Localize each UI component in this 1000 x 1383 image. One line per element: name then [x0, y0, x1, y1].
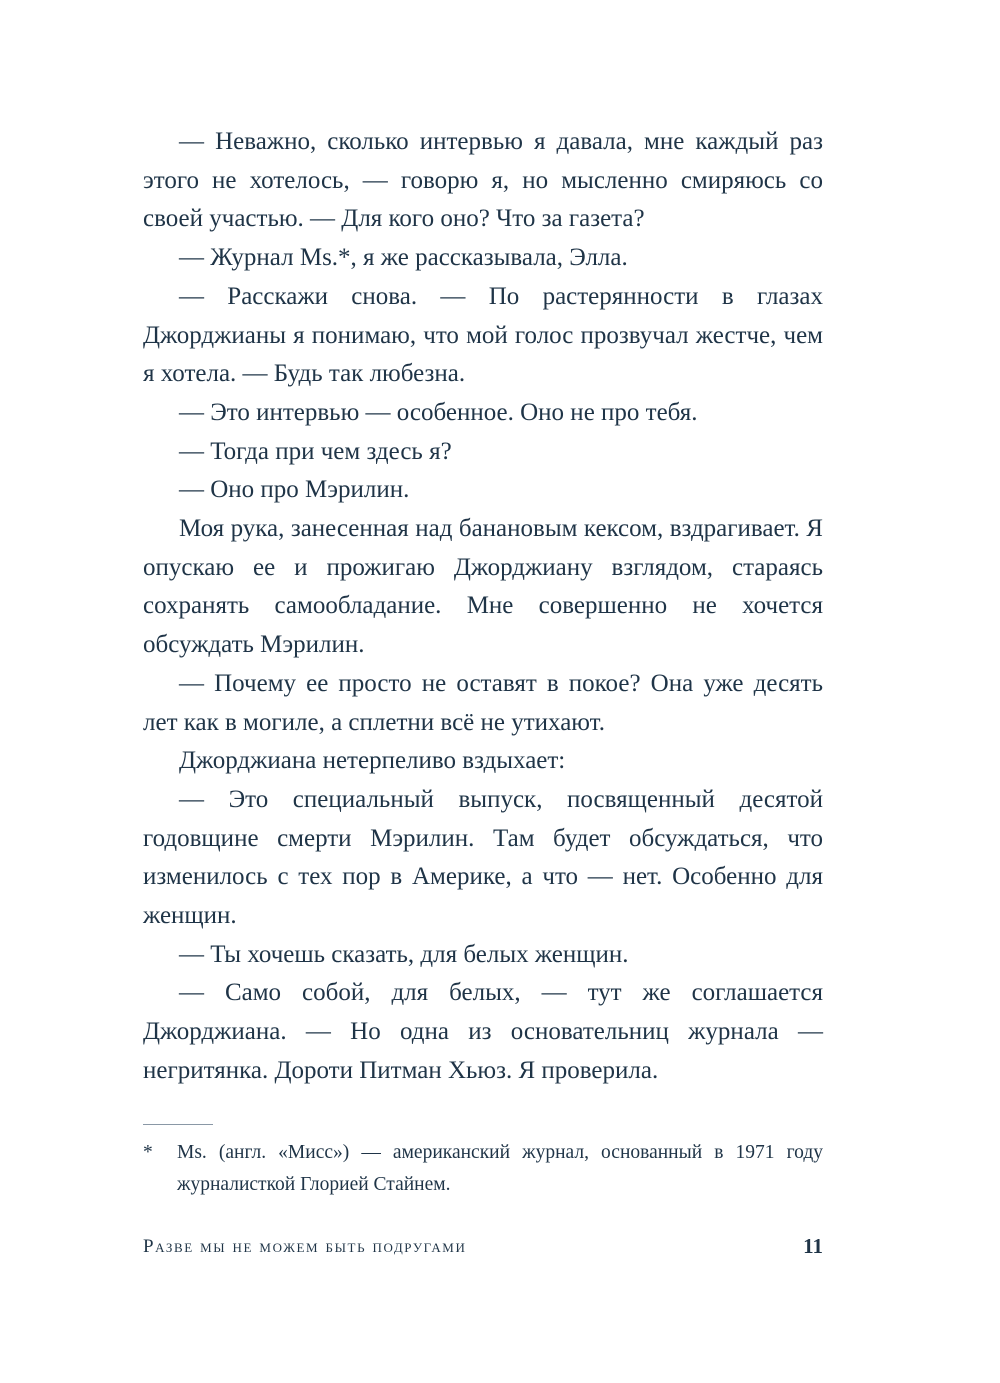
paragraph: — Журнал Ms.*, я же рассказывала, Элла. — [179, 244, 628, 272]
paragraph: — Оно про Мэрилин. — [179, 476, 410, 504]
footnote — [143, 1137, 823, 1201]
page-number: 11 — [803, 1234, 823, 1258]
running-footer — [143, 1236, 823, 1266]
paragraph: — Почему ее просто не оставят в покое? Она уже десять лет как в могиле, а сплетни всё не утихают. — [143, 669, 823, 736]
paragraph: — Это интервью — особенное. Оно не про тебя. — [179, 398, 698, 426]
footnote-divider — [143, 1124, 213, 1125]
paragraph: — Ты хочешь сказать, для белых женщин. — [179, 940, 629, 968]
running-title: Разве мы не можем быть подругами — [143, 1236, 467, 1257]
footnote-text: Ms. (англ. «Мисс») — американский журнал, основанный в 1971 году журналисткой Глорией Стайнем. — [177, 1142, 823, 1195]
body-text — [143, 123, 823, 1091]
paragraph: Джорджиана нетерпеливо вздыхает: — [179, 747, 566, 775]
paragraph: — Расскажи снова. — По растерянности в глазах Джорджианы я понимаю, что мой голос прозвучал жестче, чем я хотела. — Будь так любезна. — [143, 282, 823, 388]
paragraph: — Неважно, сколько интервью я давала, мне каждый раз этого не хотелось, — говорю я, но мысленно смиряюсь со своей участью. — Для кого оно? Что за газета? — [143, 128, 823, 233]
paragraph: — Тогда при чем здесь я? — [179, 437, 452, 465]
paragraph: — Само собой, для белых, — тут же соглашается Джорджиана. — Но одна из основательниц журнала — негритянка. Дороти Питман Хьюз. Я проверила. — [143, 979, 823, 1084]
paragraph: Моя рука, занесенная над банановым кексом, вздрагивает. Я опускаю ее и прожигаю Джорджиану взглядом, стараясь сохранять самообладание. Мне совершенно не хочется обсуждать Мэрилин. — [143, 515, 823, 659]
paragraph: — Это специальный выпуск, посвященный десятой годовщине смерти Мэрилин. Там будет обсуждаться, что изменилось с тех пор в Америке, а что — нет. Особенно для женщин. — [143, 785, 823, 930]
footnote-mark: * — [143, 1142, 153, 1163]
